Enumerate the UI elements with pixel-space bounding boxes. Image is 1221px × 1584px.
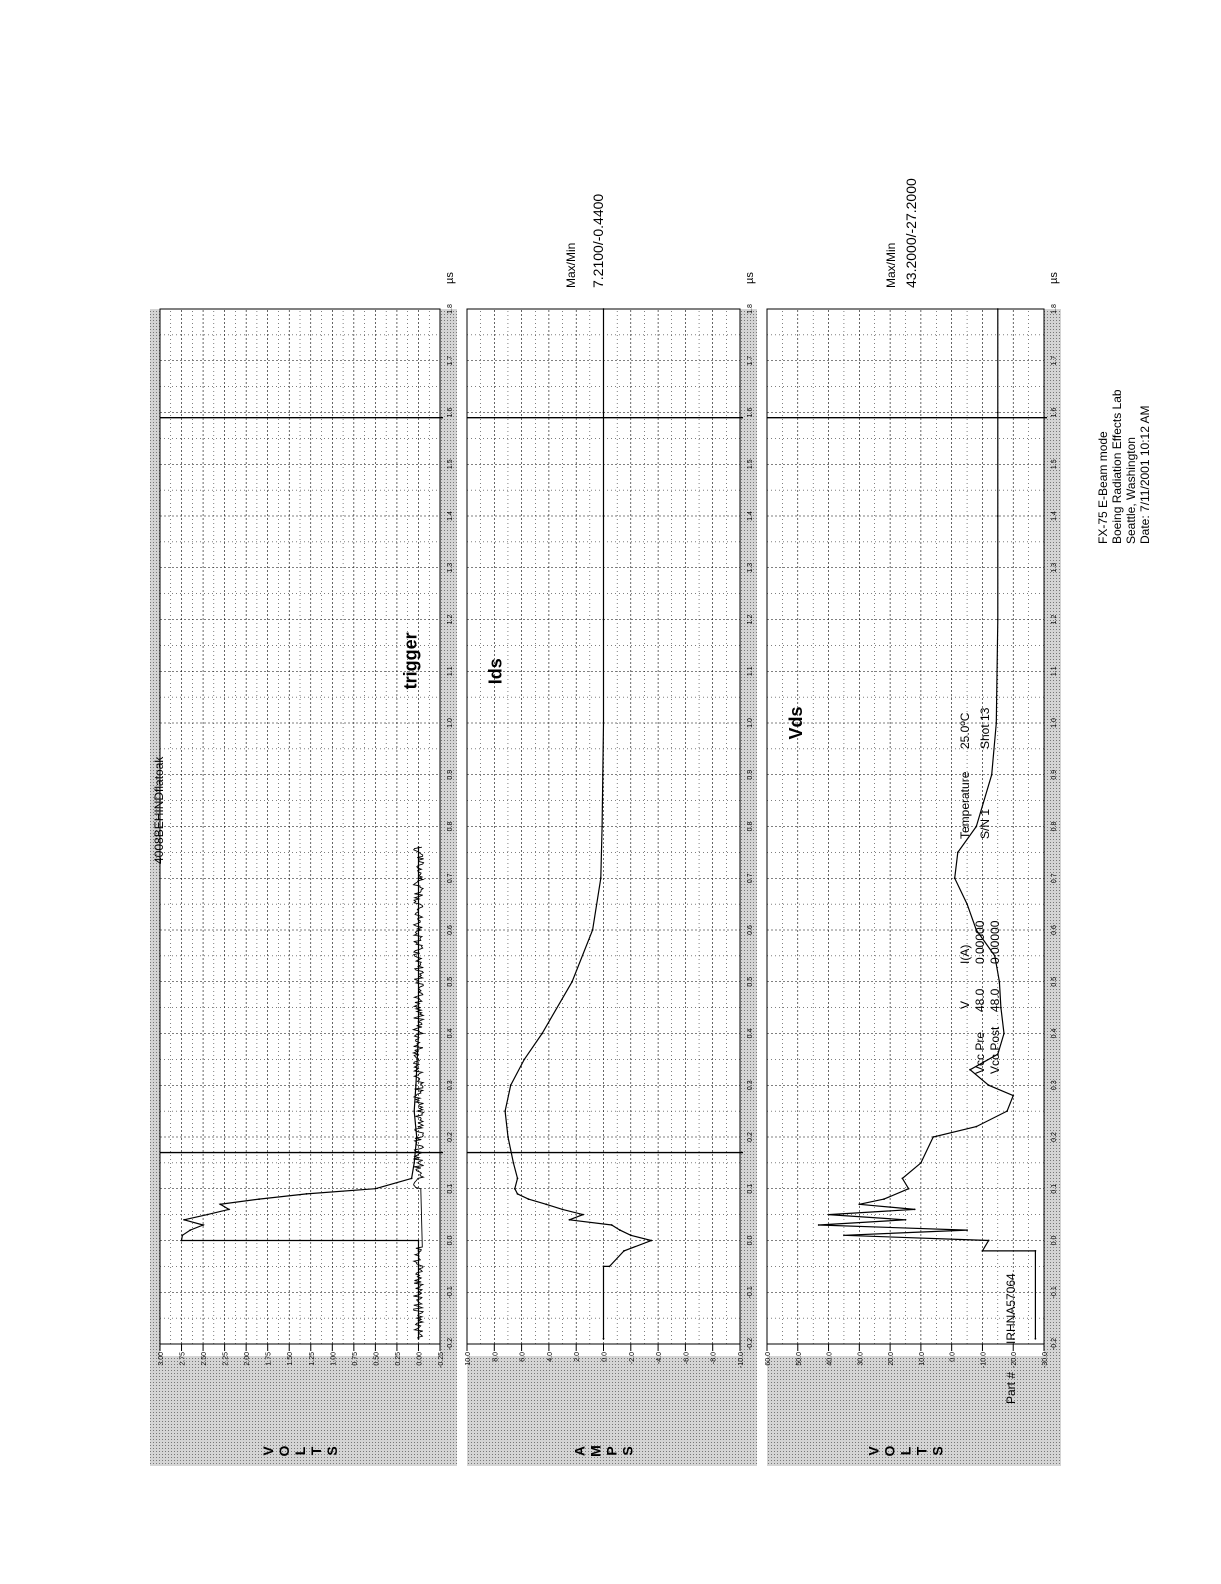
x-tick-label: 0.5 <box>447 976 454 987</box>
data-point <box>843 1234 845 1236</box>
x-tick-label: 0.8 <box>1051 821 1058 832</box>
data-point <box>975 826 977 828</box>
data-point <box>507 1136 509 1138</box>
data-point <box>954 877 956 879</box>
data-point <box>997 515 999 517</box>
x-tick-label: 0.1 <box>447 1183 454 1194</box>
v-post-value: 48.0 <box>988 988 1002 1012</box>
x-tick-label: -0.2 <box>747 1337 754 1351</box>
x-axis-unit-label: µs <box>1048 272 1060 284</box>
x-tick-label: 0.6 <box>447 925 454 935</box>
x-tick-label: 0.9 <box>447 769 454 780</box>
y-axis-label-letter: S <box>324 1446 340 1456</box>
data-point <box>413 1162 415 1164</box>
data-point <box>592 929 594 931</box>
vcc-post-label: Vcc Post <box>988 1026 1002 1074</box>
y-tick-label: 2.50 <box>201 1352 209 1366</box>
x-tick-label: 1.8 <box>747 304 754 314</box>
x-tick-label: 1.4 <box>447 511 454 521</box>
y-tick-label: 8.0 <box>492 1352 500 1362</box>
i-post-value: 0.00000 <box>988 920 1002 964</box>
y-tick-label: 1.50 <box>287 1352 295 1366</box>
x-axis-unit-label: µs <box>444 272 456 284</box>
y-tick-label: 0.0 <box>601 1352 609 1362</box>
data-point <box>1012 1095 1014 1097</box>
x-tick-label: 0.0 <box>447 1235 454 1246</box>
data-point <box>504 1110 506 1112</box>
y-tick-label: 0.75 <box>351 1352 359 1366</box>
data-point <box>603 619 605 621</box>
y-axis-label-letter: S <box>929 1446 946 1456</box>
x-tick-label: 0.8 <box>447 821 454 832</box>
x-tick-label: 0.6 <box>747 925 754 935</box>
data-point <box>975 1126 977 1128</box>
y-tick-label: 10.0 <box>465 1352 472 1366</box>
y-tick-label: 1.25 <box>308 1352 316 1366</box>
y-axis-label-letter: A <box>571 1445 588 1457</box>
x-tick-label: 1.4 <box>747 511 754 521</box>
y-tick-label: -30.0 <box>1042 1352 1049 1368</box>
data-point <box>619 1229 621 1231</box>
data-point <box>603 1266 605 1268</box>
x-tick-label: 1.1 <box>1051 666 1058 677</box>
data-point <box>905 1219 907 1221</box>
x-axis-unit-label: µs <box>744 272 756 284</box>
x-tick-label: -0.1 <box>1051 1286 1058 1299</box>
data-point <box>541 1033 543 1035</box>
frame-top <box>150 309 160 1466</box>
x-tick-label: 1.1 <box>747 666 754 677</box>
data-point <box>375 1188 377 1190</box>
data-point <box>997 619 999 621</box>
y-tick-label: -10.0 <box>738 1352 745 1368</box>
data-point <box>650 1240 652 1242</box>
data-point <box>883 1198 885 1200</box>
y-tick-label: 0.25 <box>394 1352 402 1366</box>
data-point <box>995 722 997 724</box>
data-point <box>510 1084 512 1086</box>
x-tick-label: 1.7 <box>747 355 754 366</box>
data-point <box>611 1224 613 1226</box>
x-tick-label: 0.4 <box>1051 1028 1058 1039</box>
x-tick-label: 0.4 <box>447 1028 454 1039</box>
temperature-label: Temperature <box>958 771 972 839</box>
x-tick-label: 1.3 <box>747 562 754 573</box>
y-axis-label-letter: O <box>881 1445 898 1457</box>
y-tick-label: 10.0 <box>918 1352 926 1366</box>
data-point <box>988 1240 990 1242</box>
y-tick-label: 20.0 <box>888 1352 896 1366</box>
data-point <box>411 1178 413 1180</box>
x-tick-label: 1.7 <box>447 355 454 366</box>
shot-number: Shot 13 <box>978 707 992 749</box>
data-point <box>182 1234 184 1236</box>
data-point <box>997 308 999 310</box>
data-point <box>858 1203 860 1205</box>
x-tick-label: 0.7 <box>1051 873 1058 884</box>
x-tick-label: 1.8 <box>1051 304 1058 314</box>
x-tick-label: 1.3 <box>447 562 454 573</box>
data-point <box>966 1229 968 1231</box>
y-axis-label-letter: V <box>865 1446 882 1456</box>
y-axis-label-letter: M <box>587 1445 604 1457</box>
lab-line-1: FX-75 E-Beam mode <box>1096 431 1110 544</box>
x-tick-label: 1.5 <box>447 459 454 470</box>
data-point <box>630 1234 632 1236</box>
x-tick-label: 1.3 <box>1051 562 1058 573</box>
data-point <box>418 1266 420 1268</box>
y-tick-label: 6.0 <box>519 1352 527 1362</box>
y-axis-label-letter: T <box>913 1446 930 1456</box>
data-point <box>600 877 602 879</box>
y-tick-label: -0.25 <box>438 1352 445 1368</box>
x-tick-label: 1.6 <box>747 407 754 418</box>
y-tick-label: -8.0 <box>710 1352 718 1365</box>
x-tick-label: 1.6 <box>447 407 454 418</box>
data-point <box>988 1084 990 1086</box>
x-tick-label: 0.8 <box>747 821 754 832</box>
data-point <box>603 515 605 517</box>
x-tick-label: 0.6 <box>1051 925 1058 935</box>
data-point <box>999 981 1001 983</box>
lab-line-3: Seattle, Washington <box>1124 437 1138 544</box>
y-tick-label: 0.0 <box>949 1352 957 1362</box>
data-point <box>183 1219 185 1221</box>
vds-maxmin-label: Max/Min <box>884 242 898 288</box>
y-tick-label: 50.0 <box>795 1352 803 1366</box>
y-axis-label-letter: O <box>276 1445 292 1457</box>
v-pre-value: 48.0 <box>973 988 987 1012</box>
y-tick-label: -20.0 <box>1011 1352 1019 1368</box>
y-axis-label-letter: L <box>292 1446 308 1456</box>
data-point <box>603 412 605 414</box>
ids-maxmin-label: Max/Min <box>564 242 578 288</box>
data-point <box>228 1209 230 1211</box>
data-point <box>569 1219 571 1221</box>
x-tick-label: 0.1 <box>1051 1183 1058 1194</box>
data-point <box>623 1250 625 1252</box>
data-point <box>528 1198 530 1200</box>
x-tick-label: -0.2 <box>1051 1337 1058 1351</box>
y-tick-label: 2.0 <box>574 1352 582 1362</box>
x-tick-label: 0.0 <box>747 1235 754 1246</box>
x-tick-label: 0.3 <box>447 1080 454 1091</box>
y-axis-label-letter: T <box>308 1446 324 1456</box>
y-tick-label: 1.00 <box>330 1352 338 1366</box>
data-point <box>189 1229 191 1231</box>
y-tick-label: 60.0 <box>765 1352 772 1366</box>
x-tick-label: 0.3 <box>1051 1080 1058 1091</box>
data-point <box>571 981 573 983</box>
data-point <box>969 1069 971 1071</box>
y-tick-label: 0.50 <box>373 1352 381 1366</box>
x-tick-label: 0.2 <box>447 1132 454 1142</box>
data-point <box>602 774 604 776</box>
x-tick-label: 0.1 <box>747 1183 754 1194</box>
data-point <box>920 1162 922 1164</box>
x-tick-label: 0.9 <box>747 769 754 780</box>
y-tick-label: 2.75 <box>179 1352 187 1366</box>
data-point <box>207 1214 209 1216</box>
data-point <box>418 1240 420 1242</box>
data-point <box>517 1178 519 1180</box>
x-tick-label: 1.7 <box>1051 355 1058 366</box>
data-point <box>997 412 999 414</box>
data-point <box>603 1338 605 1340</box>
y-axis-label-letter: L <box>897 1446 914 1456</box>
panel-title-Vds: Vds <box>785 706 806 740</box>
x-tick-label: 0.7 <box>747 873 754 884</box>
x-tick-label: 0.5 <box>747 976 754 987</box>
y-axis-label-letter: V <box>260 1446 276 1456</box>
x-tick-label: 1.4 <box>1051 511 1058 521</box>
data-point <box>415 1084 417 1086</box>
x-tick-label: 0.7 <box>447 873 454 884</box>
data-point <box>582 1214 584 1216</box>
x-tick-label: 0.0 <box>1051 1235 1058 1246</box>
y-tick-label: 4.0 <box>546 1352 554 1362</box>
data-point <box>908 1188 910 1190</box>
data-point <box>982 1250 984 1252</box>
data-point <box>818 1224 820 1226</box>
x-tick-label: 1.0 <box>1051 718 1058 728</box>
data-point <box>957 852 959 854</box>
data-point <box>306 1193 308 1195</box>
x-tick-label: 0.2 <box>747 1132 754 1142</box>
part-number: IRHNA57064 <box>1004 1273 1018 1344</box>
data-point <box>902 1178 904 1180</box>
x-tick-label: 1.2 <box>1051 614 1058 625</box>
i-pre-value: 0.00000 <box>973 920 987 964</box>
y-tick-label: 3.00 <box>158 1352 165 1366</box>
y-tick-label: 2.00 <box>244 1352 252 1366</box>
y-tick-label: -6.0 <box>683 1352 691 1365</box>
x-tick-label: 0.9 <box>1051 769 1058 780</box>
data-point <box>966 903 968 905</box>
y-tick-label: -2.0 <box>628 1352 636 1365</box>
v-header: V <box>958 1000 972 1009</box>
x-tick-label: -0.1 <box>447 1286 454 1299</box>
data-point <box>181 1240 183 1242</box>
data-point <box>562 1209 564 1211</box>
i-header: I(A) <box>958 944 972 964</box>
x-tick-label: 1.1 <box>447 666 454 677</box>
data-point <box>932 1136 934 1138</box>
data-point <box>219 1203 221 1205</box>
data-point <box>914 1209 916 1211</box>
x-tick-label: 0.3 <box>747 1080 754 1091</box>
y-tick-label: 0.00 <box>416 1352 424 1366</box>
x-tick-label: 0.4 <box>747 1028 754 1039</box>
x-tick-label: 1.8 <box>447 304 454 314</box>
data-point <box>1035 1250 1037 1252</box>
data-point <box>1006 1110 1008 1112</box>
data-point <box>523 1059 525 1061</box>
data-point <box>514 1188 516 1190</box>
data-point <box>258 1198 260 1200</box>
x-tick-label: 0.5 <box>1051 976 1058 987</box>
data-point <box>202 1224 204 1226</box>
y-tick-label: 30.0 <box>857 1352 865 1366</box>
data-point <box>413 1110 415 1112</box>
x-tick-label: 1.5 <box>1051 459 1058 470</box>
panel-title-Ids: Ids <box>485 658 506 685</box>
x-tick-label: 1.2 <box>447 614 454 625</box>
y-axis-label-letter: P <box>603 1446 620 1456</box>
data-point <box>603 308 605 310</box>
part-label: Part # <box>1004 1371 1018 1404</box>
y-tick-label: 1.75 <box>265 1352 273 1366</box>
data-point <box>1035 1338 1037 1340</box>
x-tick-label: 1.0 <box>447 718 454 728</box>
lab-line-4: Date: 7/11/2001 10:12 AM <box>1138 405 1152 544</box>
y-tick-label: 40.0 <box>826 1352 834 1366</box>
y-tick-label: -4.0 <box>656 1352 664 1365</box>
data-point <box>991 774 993 776</box>
panel-title-trigger: trigger <box>400 632 421 690</box>
data-point <box>609 1266 611 1268</box>
ids-maxmin-value: 7.2100/-0.4400 <box>590 193 606 288</box>
data-point <box>545 1203 547 1205</box>
page-title: 4008BEHINDflatoak <box>152 756 166 864</box>
x-tick-label: 0.2 <box>1051 1132 1058 1142</box>
temperature-value: 25.0ºC <box>958 712 972 749</box>
x-tick-label: -0.1 <box>747 1286 754 1299</box>
vcc-pre-label: Vcc Pre <box>973 1031 987 1074</box>
data-point <box>517 1193 519 1195</box>
vds-maxmin-value: 43.2000/-27.2000 <box>903 178 919 288</box>
data-point <box>603 722 605 724</box>
data-point <box>601 826 603 828</box>
y-tick-label: -10.0 <box>980 1352 988 1368</box>
data-point <box>828 1214 830 1216</box>
x-tick-label: 1.6 <box>1051 407 1058 418</box>
y-tick-label: 2.25 <box>222 1352 230 1366</box>
lab-line-2: Boeing Radiation Effects Lab <box>1110 389 1124 544</box>
x-tick-label: 1.2 <box>747 614 754 625</box>
x-tick-label: -0.2 <box>447 1337 454 1351</box>
serial-number: S/N 1 <box>978 808 992 839</box>
x-tick-label: 1.0 <box>747 718 754 728</box>
data-point <box>513 1162 515 1164</box>
x-tick-label: 1.5 <box>747 459 754 470</box>
data-point <box>1003 1033 1005 1035</box>
y-axis-label-letter: S <box>619 1446 636 1456</box>
